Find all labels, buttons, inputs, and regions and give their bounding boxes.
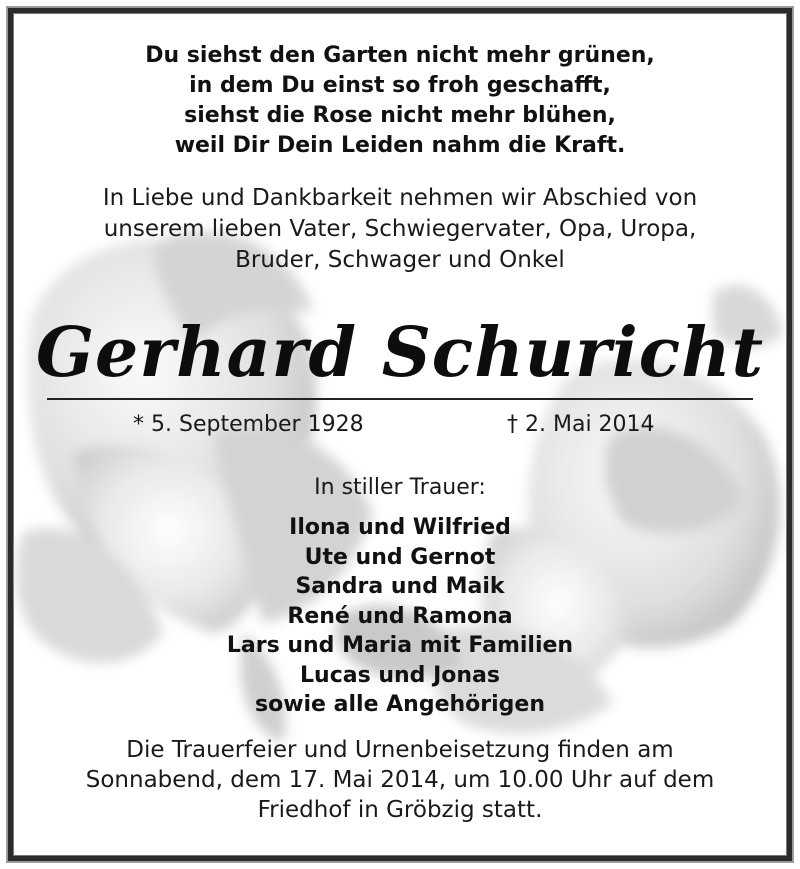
- ceremony-line: Friedhof in Gröbzig statt.: [257, 797, 543, 823]
- mourner-entry: Ute und Gernot: [304, 544, 496, 570]
- deceased-name: Gerhard Schuricht: [35, 313, 764, 393]
- poem-line: weil Dir Dein Leiden nahm die Kraft.: [174, 133, 626, 158]
- mourner-entry: Lars und Maria mit Familien: [226, 633, 574, 658]
- obituary-content: [13, 13, 787, 856]
- mourner-entry: Ilona und Wilfried: [289, 515, 511, 540]
- name-divider: [47, 398, 753, 400]
- ceremony-line: Die Trauerfeier und Urnenbeisetzung finden am: [126, 737, 674, 763]
- mourner-entry: sowie alle Angehörigen: [254, 692, 546, 717]
- mourner-entry: Sandra und Maik: [295, 574, 505, 599]
- poem-line: siehst die Rose nicht mehr blühen,: [184, 103, 616, 128]
- farewell-intro: [13, 183, 787, 276]
- intro-line: Bruder, Schwager und Onkel: [235, 247, 565, 273]
- obituary-frame: [8, 8, 792, 861]
- poem-line: Du siehst den Garten nicht mehr grünen,: [145, 43, 655, 68]
- poem-line: in dem Du einst so froh geschafft,: [189, 73, 611, 98]
- intro-line: In Liebe und Dankbarkeit nehmen wir Abschied von: [102, 185, 698, 211]
- death-date: † 2. Mai 2014: [507, 412, 655, 437]
- birth-date: * 5. September 1928: [133, 412, 364, 437]
- life-dates: [13, 409, 787, 441]
- poem-verse: [13, 41, 787, 161]
- mourner-entry: René und Ramona: [287, 603, 513, 629]
- intro-line: unserem lieben Vater, Schwiegervater, Opa, Uropa,: [103, 216, 697, 242]
- ceremony-line: Sonnabend, dem 17. Mai 2014, um 10.00 Uhr auf dem: [85, 767, 715, 793]
- mourning-label: In stiller Trauer:: [314, 475, 486, 500]
- mourner-entry: Lucas und Jonas: [300, 662, 500, 688]
- mourners-list: [13, 513, 787, 720]
- ceremony-notice: [13, 735, 787, 825]
